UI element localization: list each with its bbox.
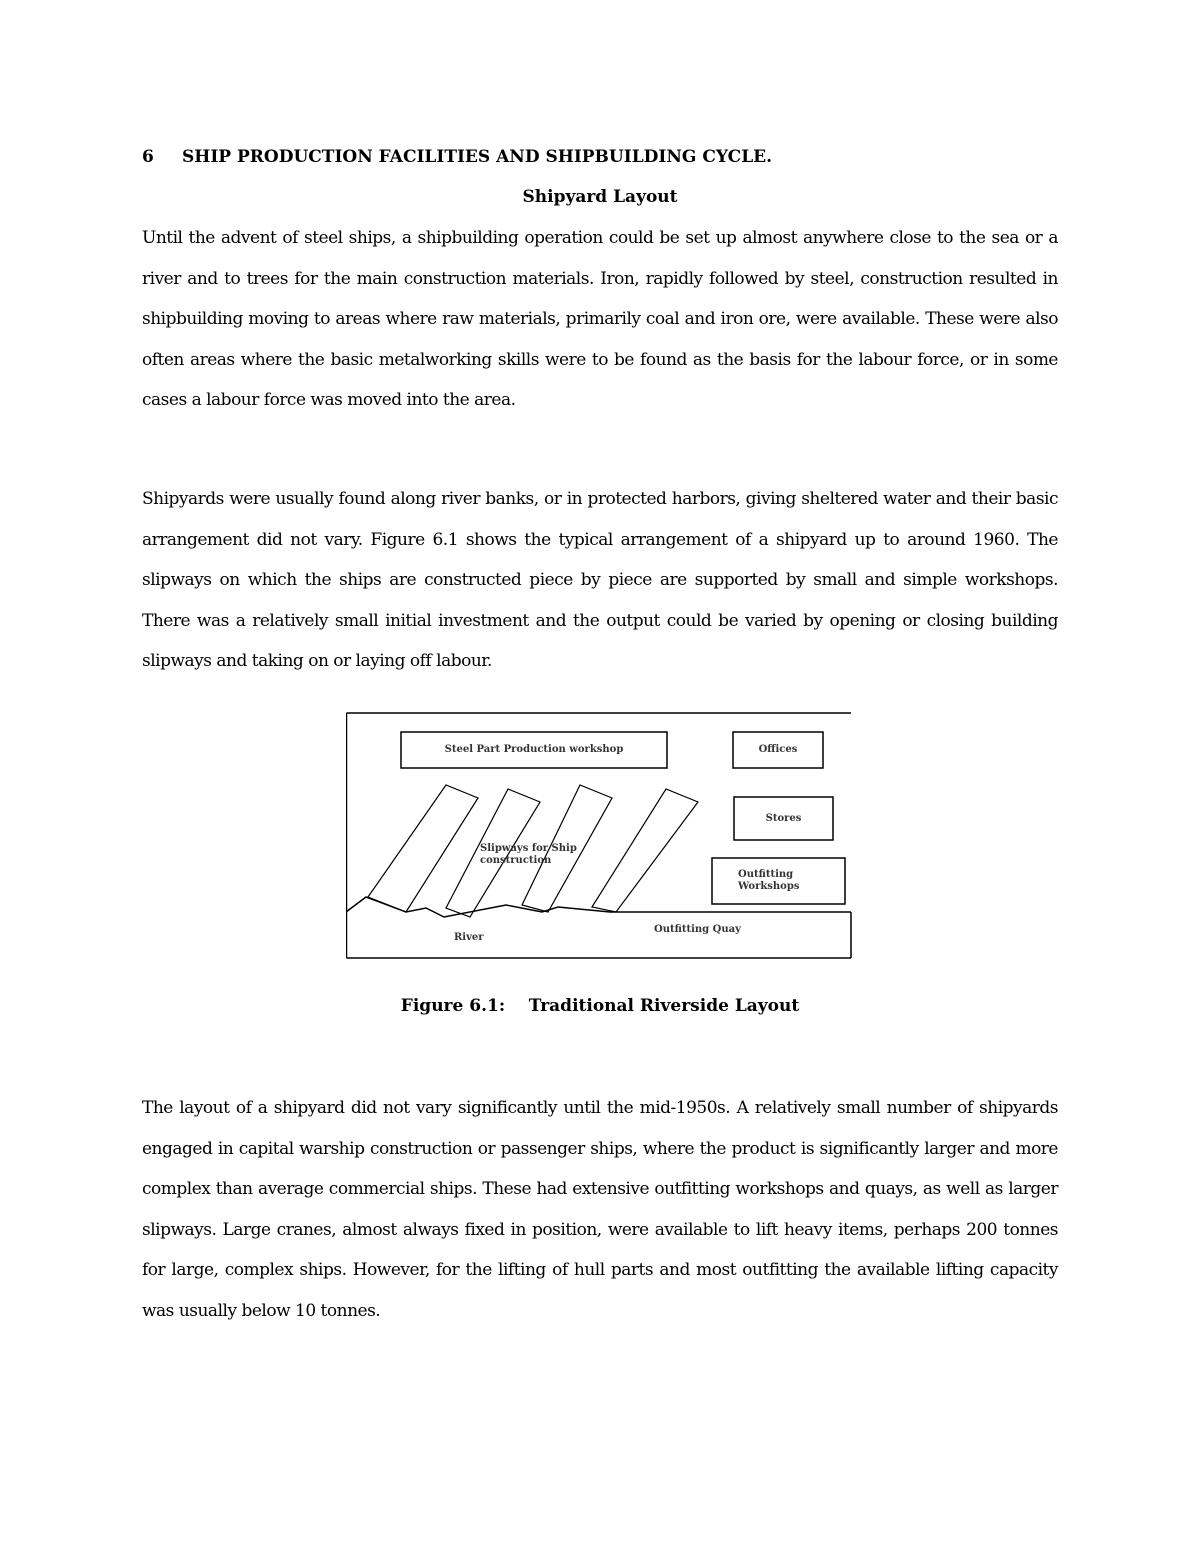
slipway-1	[368, 785, 478, 912]
section-title: SHIP PRODUCTION FACILITIES AND SHIPBUILDING CYCLE.	[182, 147, 773, 167]
figure-caption	[142, 994, 1058, 1018]
caption-number: Figure 6.1:	[400, 996, 506, 1016]
section-number: 6	[142, 147, 154, 167]
steel-workshop-label: Steel Part Production workshop	[444, 744, 624, 755]
figure-riverside-layout	[346, 712, 856, 960]
paragraph-2: Shipyards were usually found along river banks, or in protected harbors, giving sheltered water and their basic arrangement did not vary. Figure 6.1 shows the typical arrangement of a shipyard up to around 1960. The slipways on which the ships are constructed piece by piece are supported by small and simple workshops. There was a relatively small initial investment and the output could be varied by opening or closing building slipways and taking on or laying off labour.	[142, 489, 1058, 671]
river-label: River	[454, 932, 484, 943]
outfitting-quay-label: Outfitting Quay	[654, 924, 741, 935]
subheading: Shipyard Layout	[522, 187, 678, 207]
stores-label: Stores	[765, 812, 802, 824]
caption-title: Traditional Riverside Layout	[528, 996, 800, 1016]
outfitting-workshops-label: Outfitting Workshops	[738, 869, 800, 892]
section-heading	[142, 145, 1058, 169]
shore-line	[346, 897, 851, 917]
paragraph-3: The layout of a shipyard did not vary significantly until the mid-1950s. A relatively small number of shipyards engaged in capital warship construction or passenger ships, where the product is significantly larger and more complex than average commercial ships. These had extensive outfitting workshops and quays, as well as larger slipways. Large cranes, almost always fixed in position, were available to lift heavy items, perhaps 200 tonnes for large, complex ships. However, for the lifting of hull parts and most outfitting the available lifting capacity was usually below 10 tonnes.	[142, 1098, 1058, 1321]
paragraph-1: Until the advent of steel ships, a shipbuilding operation could be set up almost anywhere close to the sea or a river and to trees for the main construction materials. Iron, rapidly followed by steel, construction resulted in shipbuilding moving to areas where raw materials, primarily coal and iron ore, were available. These were also often areas where the basic metalworking skills were to be found as the basis for the labour force, or in some cases a labour force was moved into the area.	[142, 228, 1058, 410]
slipways-label: Slipways for Ship construction	[480, 843, 577, 866]
document-page	[142, 0, 1058, 1553]
offices-label: Offices	[758, 744, 798, 755]
slipway-4	[592, 789, 698, 912]
